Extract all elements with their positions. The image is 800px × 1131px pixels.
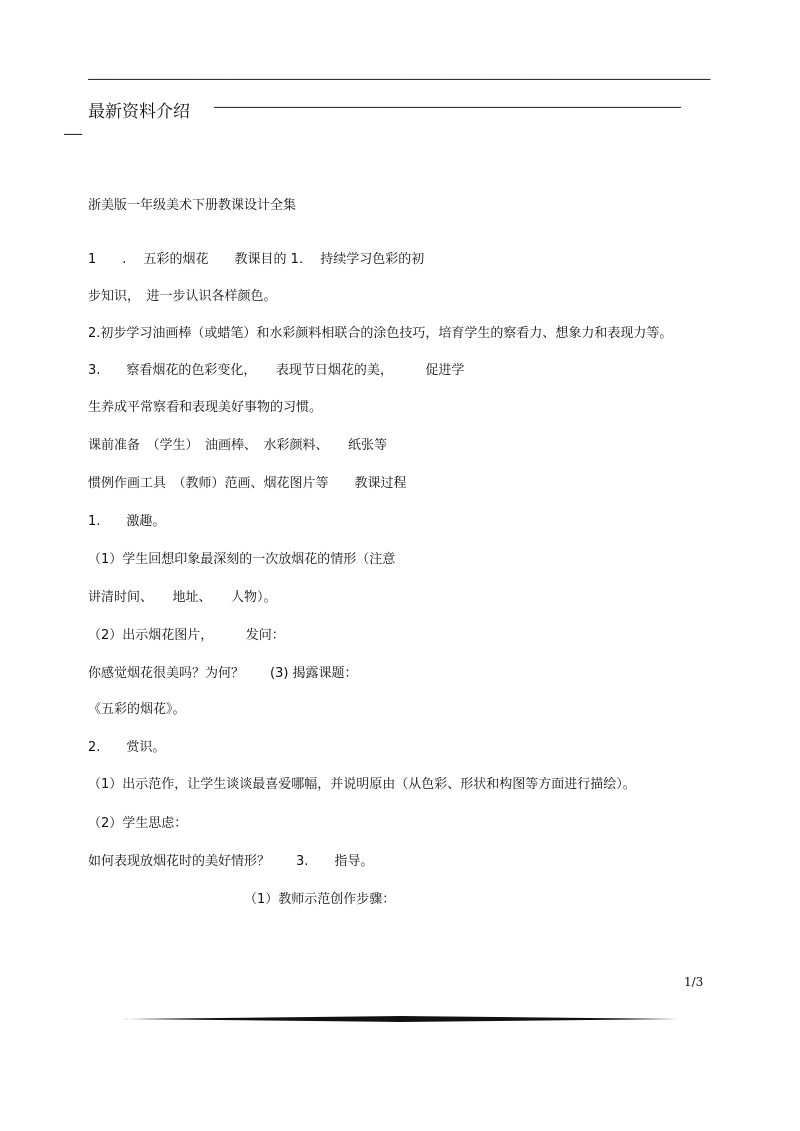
line-1b: 步知识， 进一步认识各样颜色。 bbox=[88, 289, 277, 304]
line-3b: 生养成平常察看和表现美好事物的习惯。 bbox=[88, 400, 323, 415]
line-step1-2b: 你感觉烟花很美吗？为何？ (3) 揭露课题： bbox=[88, 666, 358, 681]
footer-rule bbox=[122, 1016, 678, 1022]
line-step1-3: 《五彩的烟花》。 bbox=[88, 702, 186, 717]
line-step3-1: （1）教师示范创作步骤： bbox=[244, 892, 396, 907]
line-step2: 2. 赏识。 bbox=[88, 740, 166, 755]
header-title: 最新资料介绍 bbox=[88, 102, 190, 122]
line-step1-1a: （1）学生回想印象最深刻的一次放烟花的情形（注意 bbox=[88, 552, 396, 567]
line-step2-2a: （2）学生思虑： bbox=[88, 816, 188, 831]
line-prep-teacher: 惯例作画工具 （教师）范画、烟花图片等 教课过程 bbox=[88, 476, 407, 491]
line-step2-2b: 如何表现放烟花时的美好情形？ 3. 指导。 bbox=[88, 854, 374, 869]
top-rule: ———————————————————————————————————————————————————————————————————————— bbox=[88, 69, 710, 88]
header-dashes-tail: —— bbox=[64, 124, 82, 143]
doc-title: 浙美版一年级美术下册教课设计全集 bbox=[88, 198, 297, 213]
line-step1-1b: 讲清时间、 地址、 人物）。 bbox=[88, 590, 277, 605]
line-step1-2a: （2）出示烟花图片， 发问： bbox=[88, 628, 285, 643]
line-prep-student: 课前准备 （学生） 油画棒、 水彩颜料、 纸张等 bbox=[88, 438, 388, 453]
line-2: 2.初步学习油画棒（或蜡笔）和水彩颜料相联合的涂色技巧，培育学生的察看力、想象力和表现力等。 bbox=[88, 326, 673, 341]
line-1a: 1 . 五彩的烟花 教课目的 1. 持续学习色彩的初 bbox=[88, 252, 425, 267]
page-number: 1/3 bbox=[684, 975, 704, 989]
line-3a: 3. 察看烟花的色彩变化， 表现节日烟花的美， 促进学 bbox=[88, 363, 465, 378]
line-step2-1: （1）出示范作，让学生谈谈最喜爱哪幅，并说明原由（从色彩、形状和构图等方面进行描绘）。 bbox=[88, 777, 636, 792]
line-step1: 1. 激趣。 bbox=[88, 514, 166, 529]
header-dashes: —————————————————————————————————————————————————————— bbox=[214, 97, 681, 116]
